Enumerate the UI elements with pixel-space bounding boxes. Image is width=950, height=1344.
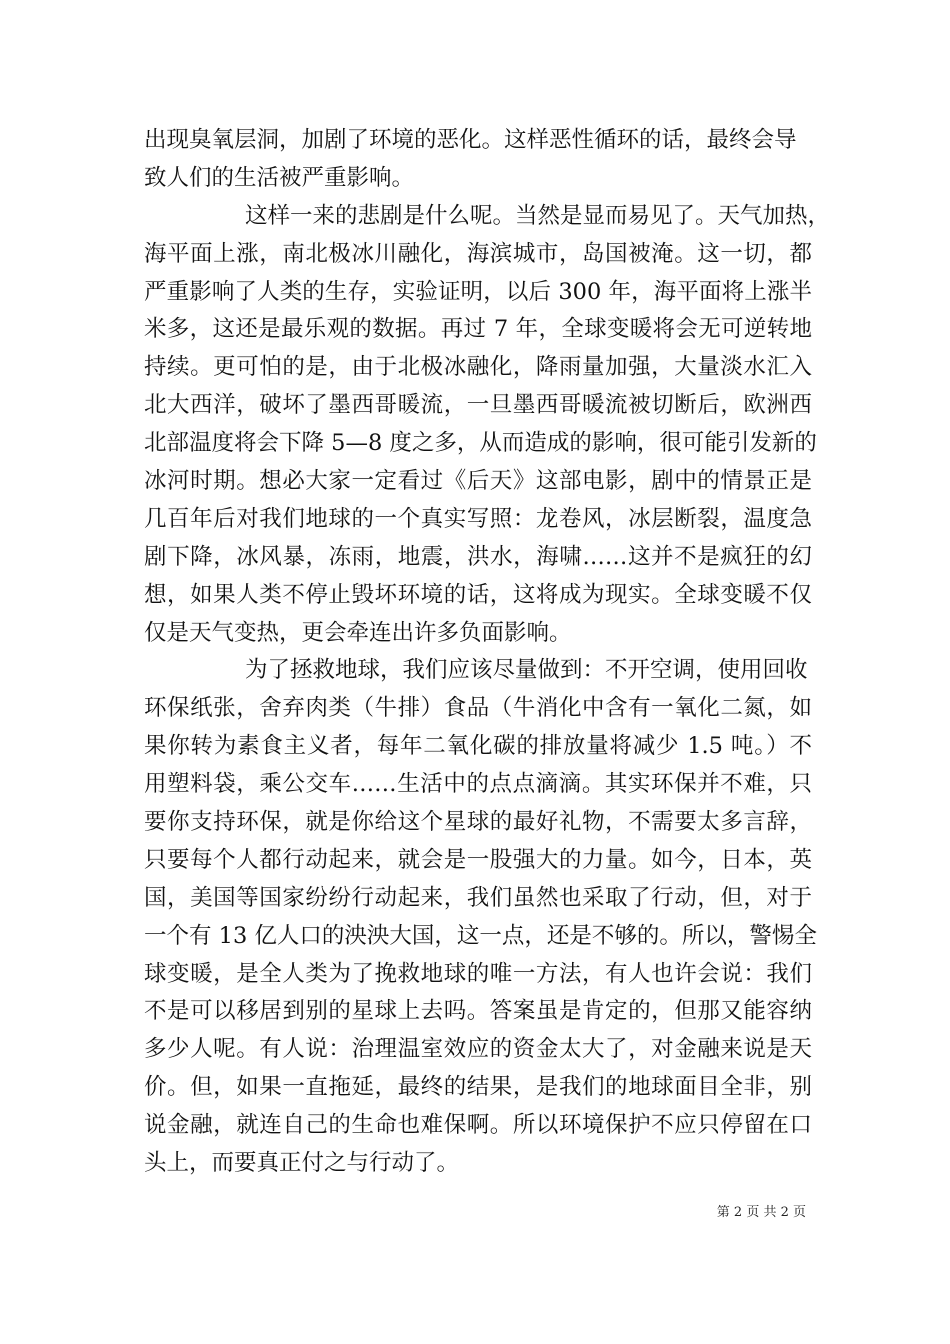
text-line: 多少人呢。有人说：治理温室效应的资金太大了，对金融来说是天	[144, 1036, 812, 1063]
text-line: 国，美国等国家纷纷行动起来，我们虽然也采取了行动，但，对于	[144, 884, 812, 911]
text-line: 海平面上涨，南北极冰川融化，海滨城市，岛国被淹。这一切，都	[144, 240, 812, 267]
paragraph-2-first-line: 这样一来的悲剧是什么呢。当然是显而易见了。天气加热，	[245, 202, 831, 229]
text-line: 严重影响了人类的生存，实验证明，以后 300 年，海平面将上涨半	[144, 278, 812, 305]
text-line: 一个有 13 亿人口的泱泱大国，这一点，还是不够的。所以，警惕全	[144, 922, 817, 949]
text-line: 头上，而要真正付之与行动了。	[144, 1150, 460, 1177]
text-line: 环保纸张，舍弃肉类（牛排）食品（牛消化中含有一氧化二氮，如	[144, 695, 812, 722]
text-line: 要你支持环保，就是你给这个星球的最好礼物，不需要太多言辞，	[144, 809, 812, 836]
text-line: 用塑料袋，乘公交车……生活中的点点滴滴。其实环保并不难，只	[144, 771, 812, 798]
text-line: 致人们的生活被严重影响。	[144, 164, 415, 191]
text-line: 想，如果人类不停止毁坏环境的话，这将成为现实。全球变暖不仅	[144, 581, 812, 608]
text-line: 几百年后对我们地球的一个真实写照：龙卷风，冰层断裂，温度急	[144, 505, 812, 532]
text-line: 不是可以移居到别的星球上去吗。答案虽是肯定的，但那又能容纳	[144, 998, 812, 1025]
text-line: 球变暖，是全人类为了挽救地球的唯一方法，有人也许会说：我们	[144, 960, 812, 987]
text-line: 只要每个人都行动起来，就会是一股强大的力量。如今，日本，英	[144, 846, 812, 873]
text-line: 果你转为素食主义者，每年二氧化碳的排放量将减少 1.5 吨。）不	[144, 733, 812, 760]
text-line: 仅是天气变热，更会牵连出许多负面影响。	[144, 619, 572, 646]
text-line: 米多，这还是最乐观的数据。再过 7 年，全球变暖将会无可逆转地	[144, 316, 812, 343]
paragraph-3-first-line: 为了拯救地球，我们应该尽量做到：不开空调，使用回收	[245, 657, 808, 684]
page-number-footer: 第 2 页 共 2 页	[716, 1205, 806, 1220]
text-line: 剧下降，冰风暴，冻雨，地震，洪水，海啸……这并不是疯狂的幻	[144, 543, 812, 570]
text-line: 出现臭氧层洞，加剧了环境的恶化。这样恶性循环的话，最终会导	[144, 127, 797, 153]
text-line: 北大西洋，破坏了墨西哥暖流，一旦墨西哥暖流被切断后，欧洲西	[144, 392, 812, 419]
text-line: 价。但，如果一直拖延，最终的结果，是我们的地球面目全非，别	[144, 1074, 812, 1101]
text-line: 说金融，就连自己的生命也难保啊。所以环境保护不应只停留在口	[144, 1112, 812, 1139]
text-line: 持续。更可怕的是，由于北极冰融化，降雨量加强，大量淡水汇入	[144, 354, 812, 381]
body-text	[144, 122, 831, 1183]
text-line: 北部温度将会下降 5—8 度之多，从而造成的影响，很可能引发新的	[144, 430, 817, 457]
text-line: 冰河时期。想必大家一定看过《后天》这部电影，剧中的情景正是	[144, 468, 812, 495]
